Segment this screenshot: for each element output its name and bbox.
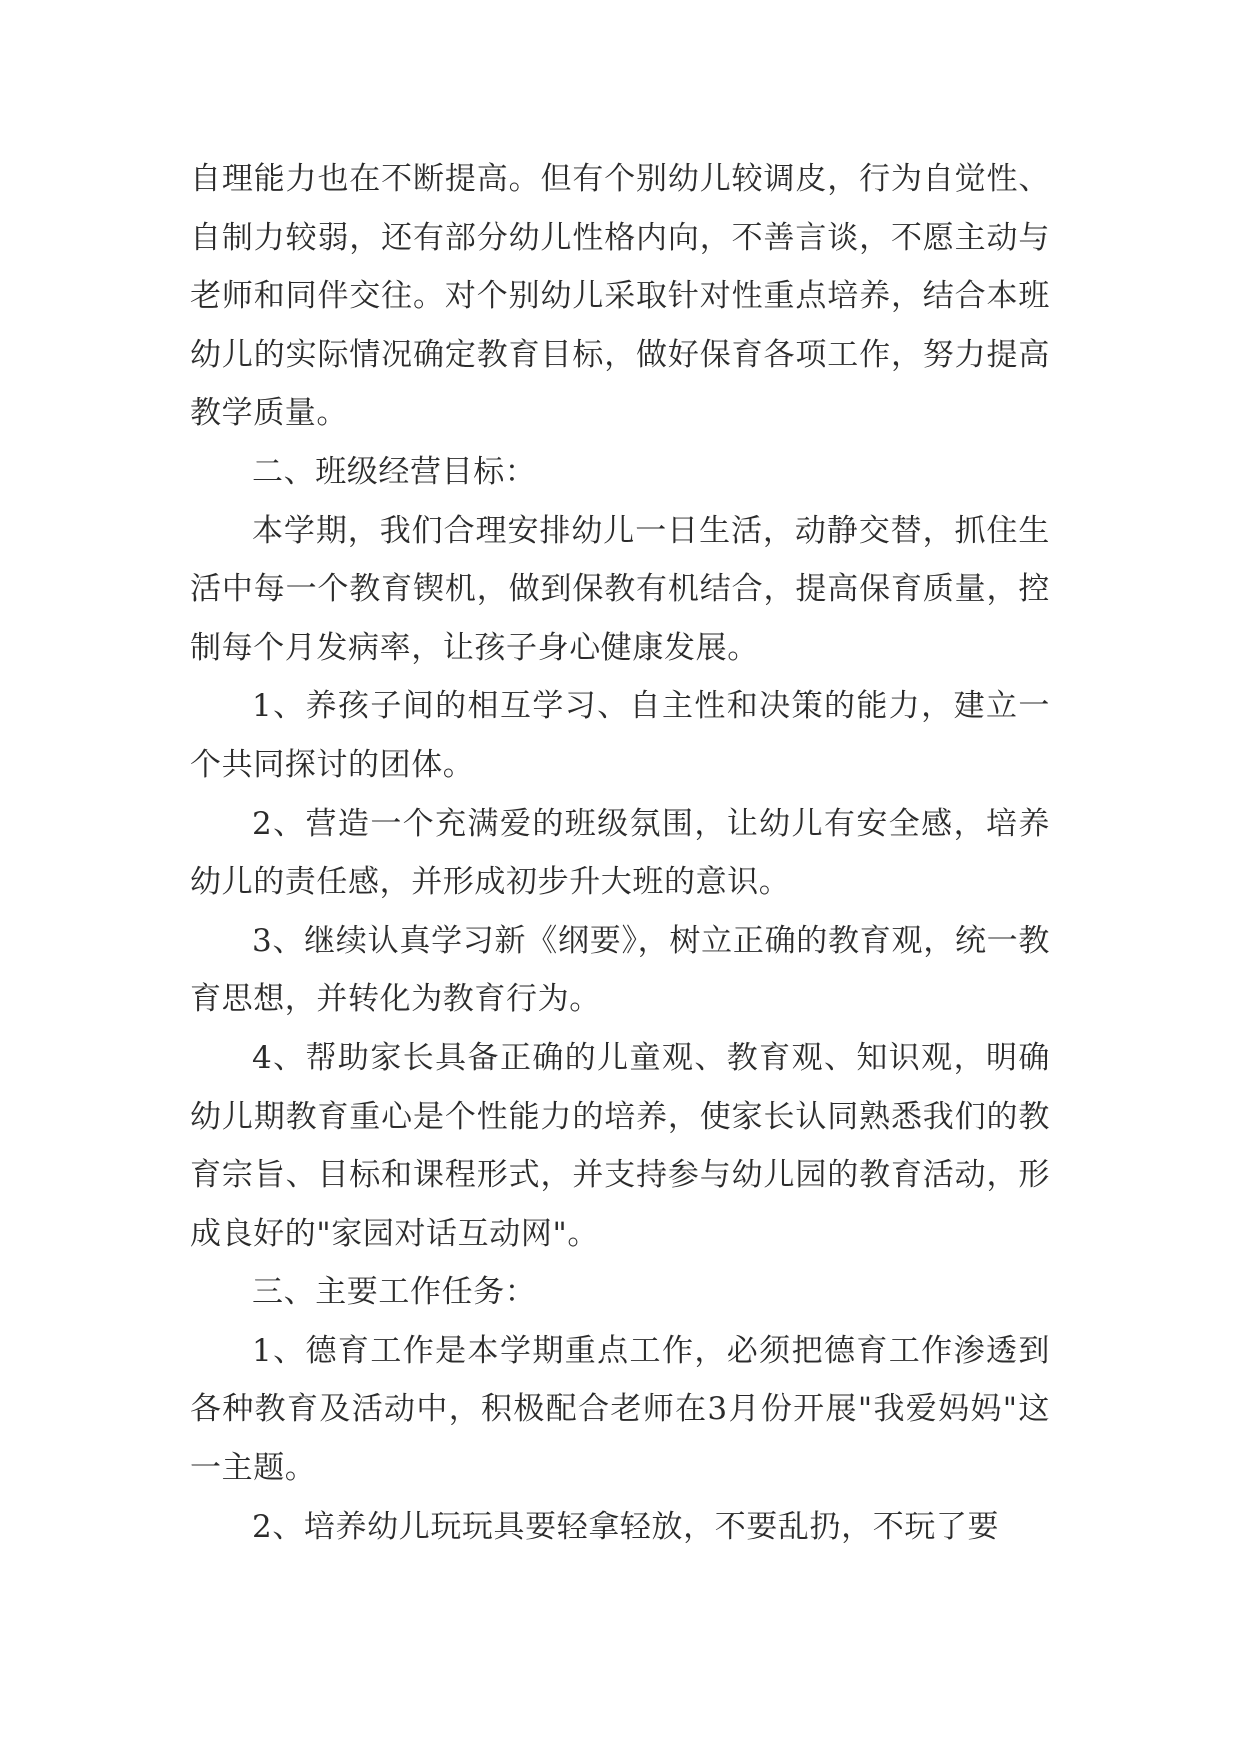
goal-item-4: 4、帮助家长具备正确的儿童观、教育观、知识观，明确幼儿期教育重心是个性能力的培养，使家长认同熟悉我们的教育宗旨、目标和课程形式，并支持参与幼儿园的教育活动，形成良好的"家园对话互动网"。 <box>190 1039 1050 1252</box>
goal-item-1: 1、养孩子间的相互学习、自主性和决策的能力，建立一个共同探讨的团体。 <box>190 688 1050 783</box>
paragraph-continuation: 自理能力也在不断提高。但有个别幼儿较调皮，行为自觉性、自制力较弱，还有部分幼儿性格内向，不善言谈，不愿主动与老师和同伴交往。对个别幼儿采取针对性重点培养，结合本班幼儿的实际情况确定教育目标，做好保育各项工作，努力提高教学质量。 <box>190 161 1050 432</box>
document-body <box>190 150 1050 1556</box>
goal-item-3: 3、继续认真学习新《纲要》，树立正确的教育观，统一教育思想，并转化为教育行为。 <box>190 922 1050 1018</box>
section-heading-class-goals: 二、班级经营目标： <box>252 453 537 490</box>
section-heading-main-tasks: 三、主要工作任务： <box>252 1274 537 1311</box>
task-item-2: 2、培养幼儿玩玩具要轻拿轻放，不要乱扔，不玩了要 <box>252 1508 1000 1545</box>
task-item-1: 1、德育工作是本学期重点工作，必须把德育工作渗透到各种教育及活动中，积极配合老师在3月份开展"我爱妈妈"这一主题。 <box>190 1332 1050 1487</box>
paragraph-semester-plan: 本学期，我们合理安排幼儿一日生活，动静交替，抓住生活中每一个教育锲机，做到保教有机结合，提高保育质量，控制每个月发病率，让孩子身心健康发展。 <box>190 512 1050 666</box>
goal-item-2: 2、营造一个充满爱的班级氛围，让幼儿有安全感，培养幼儿的责任感，并形成初步升大班的意识。 <box>190 805 1050 901</box>
